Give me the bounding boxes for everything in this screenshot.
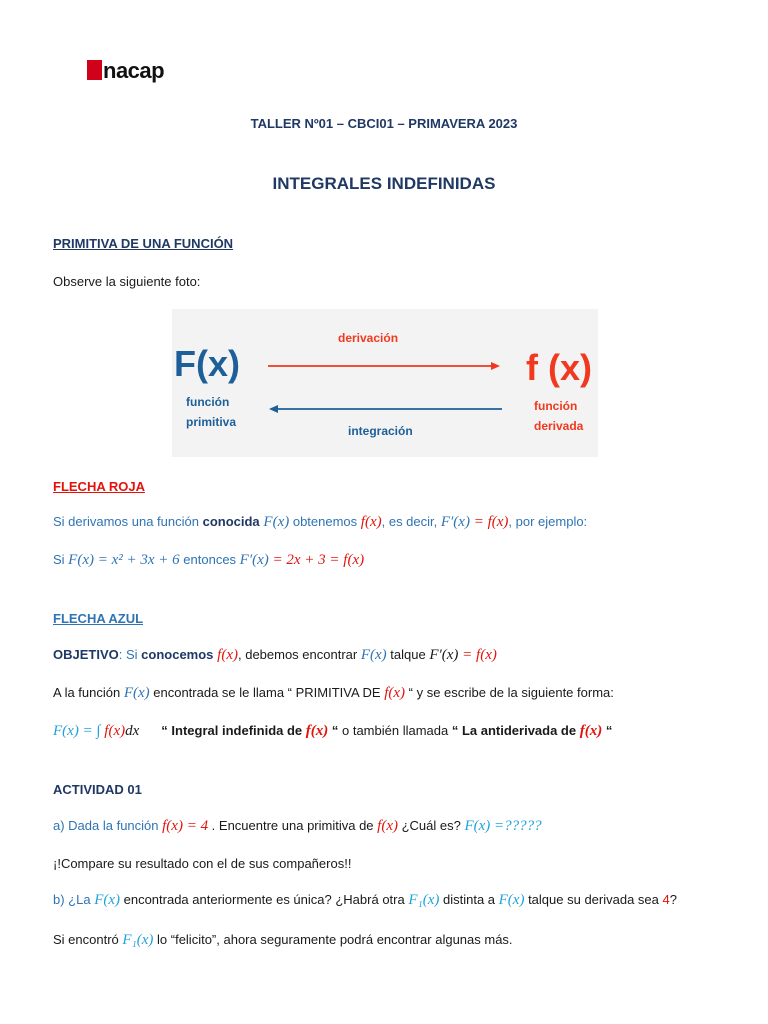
derivative-symbol: f (x)	[526, 347, 592, 388]
blue-arrow-heading: FLECHA AZUL	[53, 611, 144, 626]
workshop-header: TALLER Nº01 – CBCI01 – PRIMAVERA 2023	[250, 116, 518, 131]
text: A la función	[53, 685, 124, 700]
text: distinta a	[439, 892, 499, 907]
text: b) ¿La	[53, 892, 95, 907]
text: . Encuentre una primitiva de	[208, 818, 378, 833]
formula-f: f(x)	[487, 514, 509, 530]
formula-F1: F₁(x)	[122, 932, 154, 948]
page-title: INTEGRALES INDEFINIDAS	[272, 174, 496, 193]
formula-f: f(x)	[377, 818, 398, 834]
formula-derivative: = 2x + 3 =	[268, 552, 344, 568]
blue-arrow-line-1	[53, 647, 497, 664]
inacap-logo	[87, 58, 164, 84]
text: talque su derivada sea	[524, 892, 663, 907]
derivation-arrowhead	[491, 362, 500, 370]
formula-f: f(x)	[384, 685, 406, 701]
formula-F1: F₁(x)	[408, 892, 440, 908]
formula-F: F(x)	[498, 892, 525, 908]
objective-label: OBJETIVO	[53, 647, 119, 662]
text-integral-label: “ Integral indefinida de	[161, 723, 306, 738]
integration-arrowhead	[269, 405, 278, 413]
text: Si	[53, 552, 69, 567]
formula-Fprime: F′(x)	[429, 647, 459, 663]
formula-example: F(x) = x² + 3x + 6	[68, 552, 180, 568]
value-4: 4	[662, 892, 670, 907]
formula-F: F(x)	[259, 514, 290, 530]
text: “	[328, 723, 339, 738]
formula-Fprime: F′(x)	[440, 514, 470, 530]
text: encontrada se le llama “ PRIMITIVA DE	[149, 685, 385, 700]
formula-f: f(x)	[343, 552, 365, 568]
formula-integral: F(x) = ∫	[53, 723, 101, 739]
intro-text: Observe la siguiente foto:	[53, 274, 201, 289]
derivative-label-2: derivada	[534, 419, 584, 433]
derivation-label: derivación	[338, 331, 399, 345]
text: : Si	[118, 647, 142, 662]
text: ?	[669, 892, 677, 907]
formula-F-unknown: F(x) =?????	[464, 818, 542, 834]
activity-question-b	[53, 892, 677, 909]
formula-f: f(x)	[476, 647, 497, 663]
formula-F: F(x)	[123, 685, 150, 701]
red-arrow-line-2	[53, 552, 364, 569]
text-conocida: conocida	[202, 514, 260, 529]
formula-dx: dx	[125, 723, 140, 739]
text: , debemos encontrar	[237, 647, 361, 662]
text: , es decir,	[381, 514, 441, 529]
primitive-label-2: primitiva	[186, 415, 237, 429]
red-arrow-line-1	[53, 514, 587, 531]
formula-f: f(x)	[305, 723, 329, 739]
compare-text: ¡!Compare su resultado con el de sus compañeros!!	[53, 856, 352, 871]
blue-arrow-line-2	[53, 685, 614, 702]
text: talque	[386, 647, 430, 662]
section-heading-primitive: PRIMITIVA DE UNA FUNCIÓN	[53, 236, 234, 251]
formula-f: f(x)	[100, 723, 126, 739]
found-text	[53, 932, 513, 949]
formula-f-equals-4: f(x) = 4	[162, 818, 209, 834]
text: “	[602, 723, 613, 738]
text-conocemos: conocemos	[141, 647, 214, 662]
text-antiderivative-label: “ La antiderivada de	[451, 723, 580, 738]
text: “ y se escribe de la siguiente forma:	[405, 685, 614, 700]
activity-question-a	[53, 818, 542, 835]
formula-Fprime: F′(x)	[239, 552, 269, 568]
formula-f: f(x)	[213, 647, 238, 663]
text: a) Dada la función	[53, 818, 163, 833]
text: encontrada anteriormente es única? ¿Habrá otra	[120, 892, 409, 907]
derivation-diagram	[172, 309, 598, 457]
formula-F: F(x)	[94, 892, 120, 908]
derivative-label-1: función	[534, 399, 578, 413]
text: , por ejemplo:	[508, 514, 588, 529]
logo-text: nacap	[103, 58, 165, 83]
integration-label: integración	[348, 424, 413, 438]
primitive-symbol: F(x)	[174, 343, 240, 384]
text: o también llamada	[338, 723, 452, 738]
formula-F: F(x)	[360, 647, 387, 663]
formula-f: f(x)	[360, 514, 382, 530]
red-arrow-heading: FLECHA ROJA	[53, 479, 145, 494]
text: obtenemos	[289, 514, 361, 529]
primitive-label-1: función	[186, 395, 230, 409]
formula-eq: =	[458, 647, 477, 663]
logo-mark	[87, 60, 102, 80]
text: ¿Cuál es?	[397, 818, 465, 833]
blue-arrow-line-3	[53, 723, 612, 740]
formula-eq: =	[469, 514, 488, 530]
activity-heading: ACTIVIDAD 01	[53, 782, 142, 797]
text: Si encontró	[53, 932, 123, 947]
text: lo “felicito”, ahora seguramente podrá encontrar algunas más.	[153, 932, 513, 947]
text: entonces	[179, 552, 240, 567]
text: Si derivamos una función	[53, 514, 203, 529]
formula-f: f(x)	[579, 723, 603, 739]
